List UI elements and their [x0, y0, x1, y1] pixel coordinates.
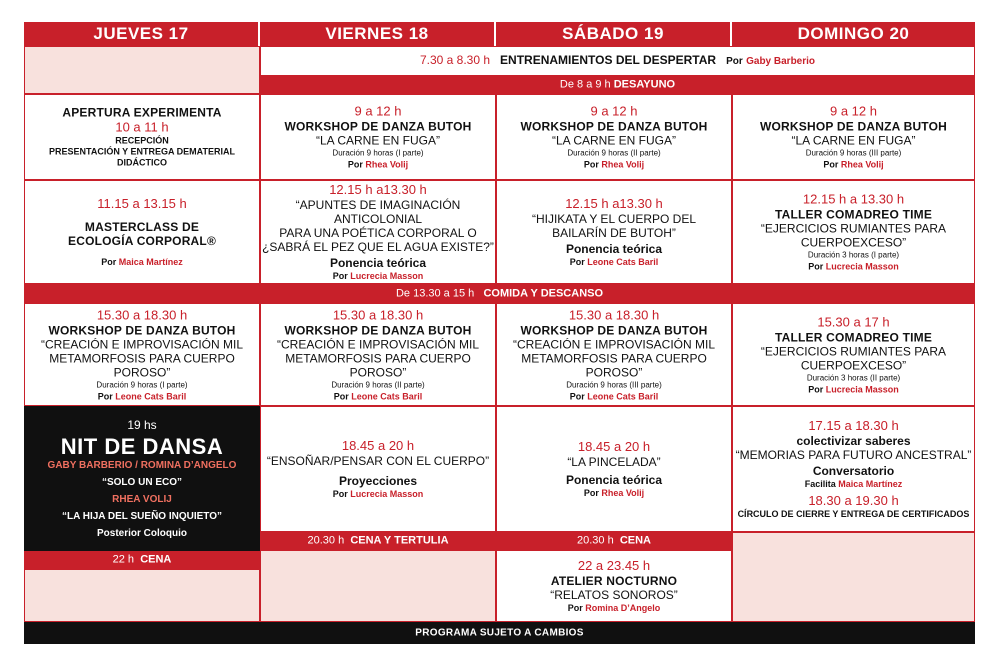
day-header-fri: VIERNES 18 — [260, 22, 494, 46]
sun-empty-night — [732, 532, 975, 622]
sun-taller2-cell: 15.30 a 17 h TALLER COMADREO TIME “EJERCICIOS RUMIANTES PARA CUERPOEXCESO” Duración 3 horas (II parte) Por Lucrecia Masson — [732, 303, 975, 406]
fri-workshop1-cell: 9 a 12 h WORKSHOP DE DANZA BUTOH “LA CARNE EN FUGA” Duración 9 horas (I parte) Por Rhea Volij — [260, 94, 496, 180]
fri-ensonar-cell: 18.45 a 20 h “ENSOÑAR/PENSAR CON EL CUERPO” Proyecciones Por Lucrecia Masson — [260, 406, 496, 532]
thu-empty-night — [24, 569, 260, 622]
sat-hijikata-cell: 12.15 h a13.30 h “HIJIKATA Y EL CUERPO DEL BAILARÍN DE BUTOH” Ponencia teórica Por Leone Cats Baril — [496, 180, 732, 284]
fri-ponencia-cell: 12.15 h a13.30 h “APUNTES DE IMAGINACIÓN ANTICOLONIAL PARA UNA POÉTICA CORPORAL O ¿SABRÁ EL PEZ QUE EL AGUA EXISTE?” Ponencia teórica Por Lucrecia Masson — [260, 180, 496, 284]
sat-atelier-cell: 22 a 23.45 h ATELIER NOCTURNO “RELATOS SONOROS” Por Romina D’Angelo — [496, 550, 732, 622]
comida-strip: De 13.30 a 15 h COMIDA Y DESCANSO — [24, 284, 975, 303]
fri-empty-night — [260, 550, 496, 622]
footer-note: PROGRAMA SUJETO A CAMBIOS — [24, 622, 975, 644]
desayuno-strip: De 8 a 9 h DESAYUNO — [260, 76, 975, 94]
sat-pincelada-cell: 18.45 a 20 h “LA PINCELADA” Ponencia teórica Por Rhea Volij — [496, 406, 732, 532]
fri-workshop2-cell: 15.30 a 18.30 h WORKSHOP DE DANZA BUTOH “CREACIÓN E IMPROVISACIÓN MIL METAMORFOSIS PARA CUERPO POROSO” Duración 9 horas (II parte) Por Leone Cats Baril — [260, 303, 496, 406]
thu-nit-de-dansa-cell: 19 hs NIT DE DANSA GABY BARBERIO / ROMINA D’ANGELO “SOLO UN ECO” RHEA VOLIJ “LA HIJA DEL SUEÑO INQUIETO” Posterior Coloquio — [24, 406, 260, 551]
sun-workshop1-cell: 9 a 12 h WORKSHOP DE DANZA BUTOH “LA CARNE EN FUGA” Duración 9 horas (III parte) Por Rhea Volij — [732, 94, 975, 180]
thu-apertura-cell: APERTURA EXPERIMENTA 10 a 11 h RECEPCIÓN PRESENTACIÓN Y ENTREGA DEMATERIAL DIDÁCTICO — [24, 94, 260, 180]
sun-taller1-cell: 12.15 h a 13.30 h TALLER COMADREO TIME “EJERCICIOS RUMIANTES PARA CUERPOEXCESO” Duración 3 horas (I parte) Por Lucrecia Masson — [732, 180, 975, 284]
thu-masterclass-cell: 11.15 a 13.15 h MASTERCLASS DE ECOLOGÍA CORPORAL® Por Maica Martínez — [24, 180, 260, 284]
day-header-thu: JUEVES 17 — [24, 22, 258, 46]
sat-workshop2-cell: 15.30 a 18.30 h WORKSHOP DE DANZA BUTOH “CREACIÓN E IMPROVISACIÓN MIL METAMORFOSIS PARA CUERPO POROSO” Duración 9 horas (III parte) Por Leone Cats Baril — [496, 303, 732, 406]
day-header-sat: SÁBADO 19 — [496, 22, 730, 46]
thu-empty-morning — [24, 46, 260, 94]
sun-colectivizar-cell: 17.15 a 18.30 h colectivizar saberes “MEMORIAS PARA FUTURO ANCESTRAL” Conversatorio Facilita Maica Martínez 18.30 a 19.30 h CÍRCULO DE CIERRE Y ENTREGA DE CERTIFICADOS — [732, 406, 975, 532]
sat-cena-strip: 20.30 h CENA — [496, 532, 732, 550]
entrenamientos-cell: 7.30 a 8.30 h ENTRENAMIENTOS DEL DESPERTAR Por Gaby Barberio — [260, 46, 975, 76]
day-header-sun: DOMINGO 20 — [732, 22, 975, 46]
sat-workshop1-cell: 9 a 12 h WORKSHOP DE DANZA BUTOH “LA CARNE EN FUGA” Duración 9 horas (II parte) Por Rhea Volij — [496, 94, 732, 180]
thu-workshop-cell: 15.30 a 18.30 h WORKSHOP DE DANZA BUTOH “CREACIÓN E IMPROVISACIÓN MIL METAMORFOSIS PARA CUERPO POROSO” Duración 9 horas (I parte) Por Leone Cats Baril — [24, 303, 260, 406]
fri-cena-strip: 20.30 h CENA Y TERTULIA — [260, 532, 496, 550]
thu-cena-strip: 22 h CENA — [24, 551, 260, 569]
